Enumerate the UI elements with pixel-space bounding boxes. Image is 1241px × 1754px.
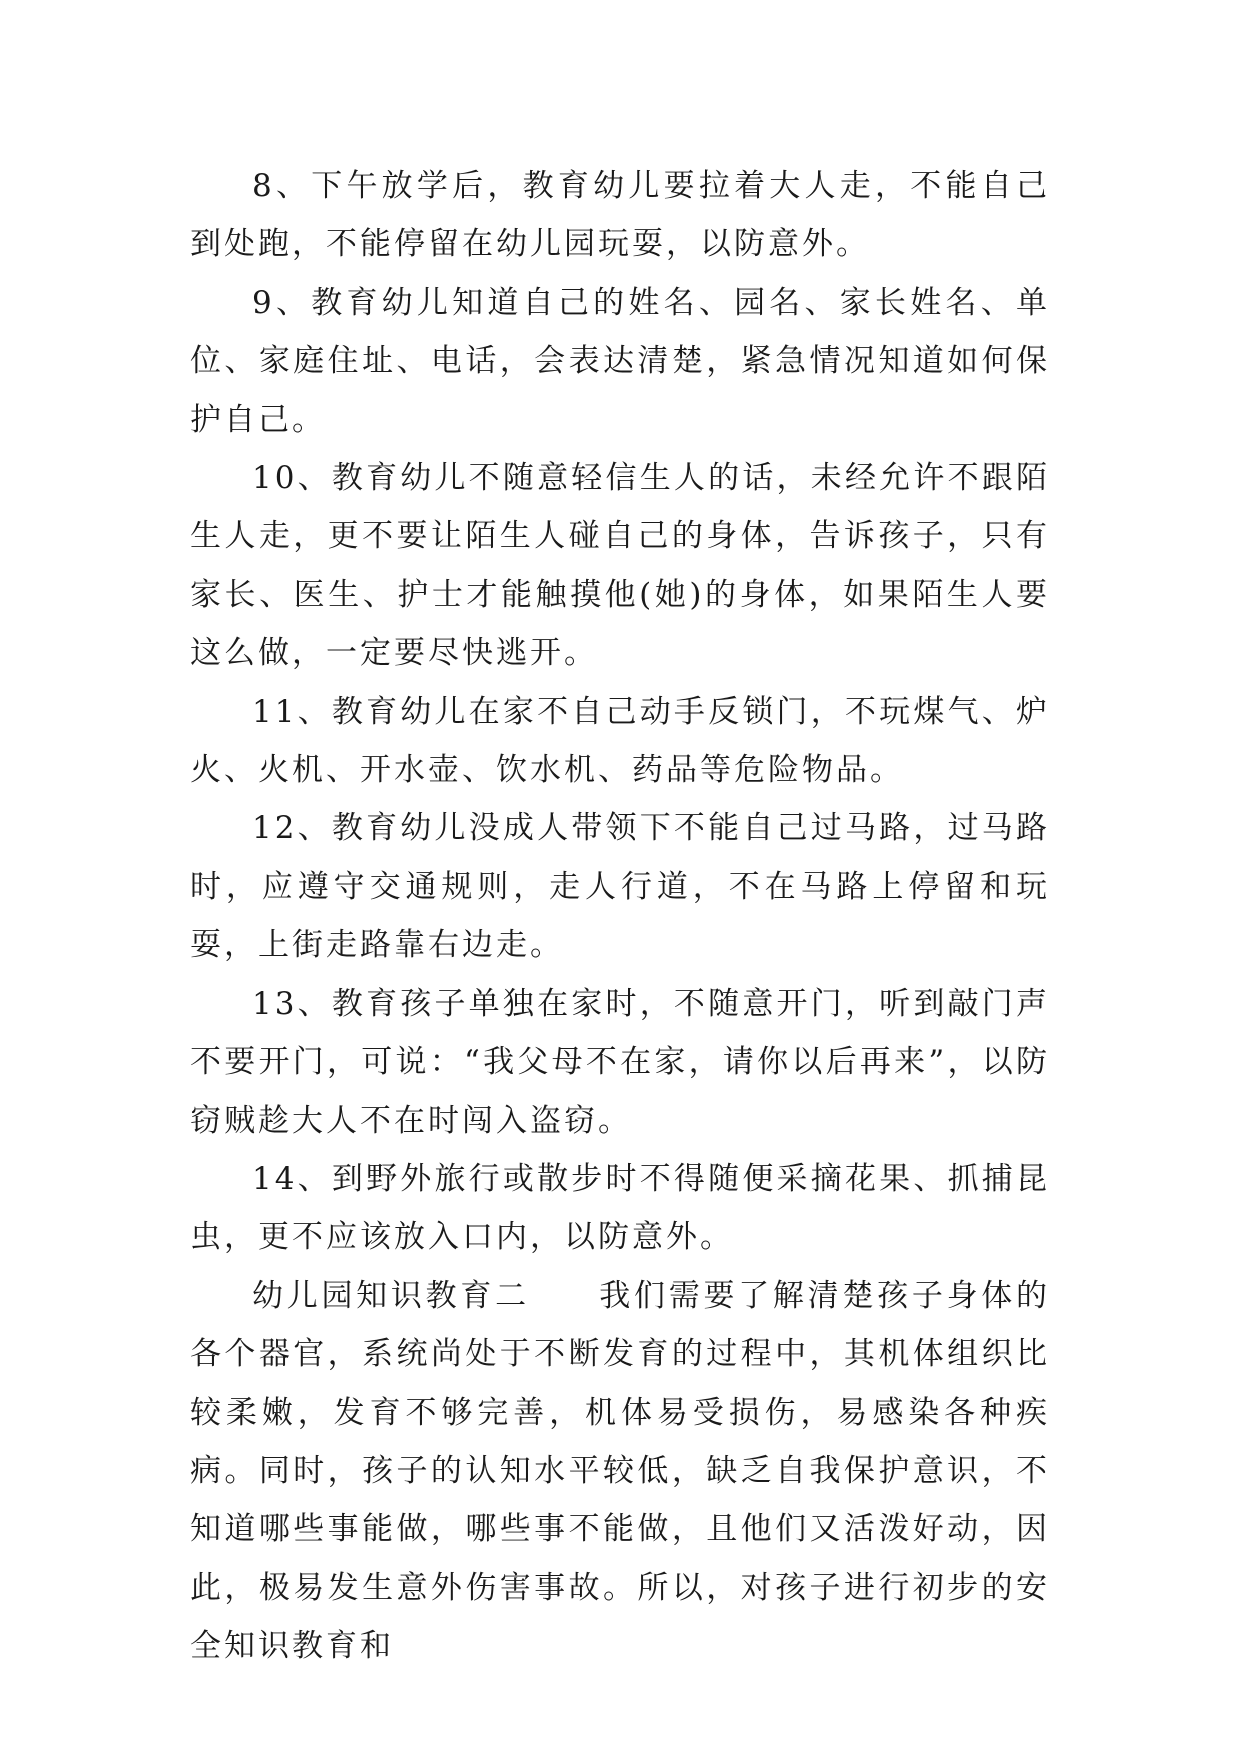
paragraph-item-14: 14、到野外旅行或散步时不得随便采摘花果、抓捕昆虫，更不应该放入口内，以防意外。: [190, 1160, 1050, 1256]
document-body: [190, 157, 1050, 1676]
paragraph-item-12: 12、教育幼儿没成人带领下不能自己过马路，过马路时，应遵守交通规则，走人行道，不在马路上停留和玩耍，上街走路靠右边走。: [190, 810, 1050, 964]
paragraph-item-9: 9、教育幼儿知道自己的姓名、园名、家长姓名、单位、家庭住址、电话，会表达清楚，紧急情况知道如何保护自己。: [190, 284, 1050, 438]
paragraph-item-10: 10、教育幼儿不随意轻信生人的话，未经允许不跟陌生人走，更不要让陌生人碰自己的身体，告诉孩子，只有家长、医生、护士才能触摸他(她)的身体，如果陌生人要这么做，一定要尽快逃开。: [190, 460, 1050, 672]
section-gap: [530, 1278, 599, 1314]
paragraph-item-13: 13、教育孩子单独在家时，不随意开门，听到敲门声不要开门，可说：“我父母不在家，请你以后再来”，以防窃贼趁大人不在时闯入盗窃。: [190, 985, 1050, 1139]
paragraph-item-11: 11、教育幼儿在家不自己动手反锁门，不玩煤气、炉火、火机、开水壶、饮水机、药品等危险物品。: [190, 693, 1050, 789]
section-paragraph: [190, 1267, 1050, 1676]
paragraph-item-8: 8、下午放学后，教育幼儿要拉着大人走，不能自己到处跑，不能停留在幼儿园玩耍，以防意外。: [190, 168, 1050, 263]
section-heading: 幼儿园知识教育二: [252, 1277, 530, 1314]
section-text: 我们需要了解清楚孩子身体的各个器官，系统尚处于不断发育的过程中，其机体组织比较柔嫩，发育不够完善，机体易受损伤，易感染各种疾病。同时，孩子的认知水平较低，缺乏自我保护意识，不知道哪些事能做，哪些事不能做，且他们又活泼好动，因此，极易发生意外伤害事故。所以，对孩子进行初步的安全知识教育和: [190, 1277, 1051, 1665]
